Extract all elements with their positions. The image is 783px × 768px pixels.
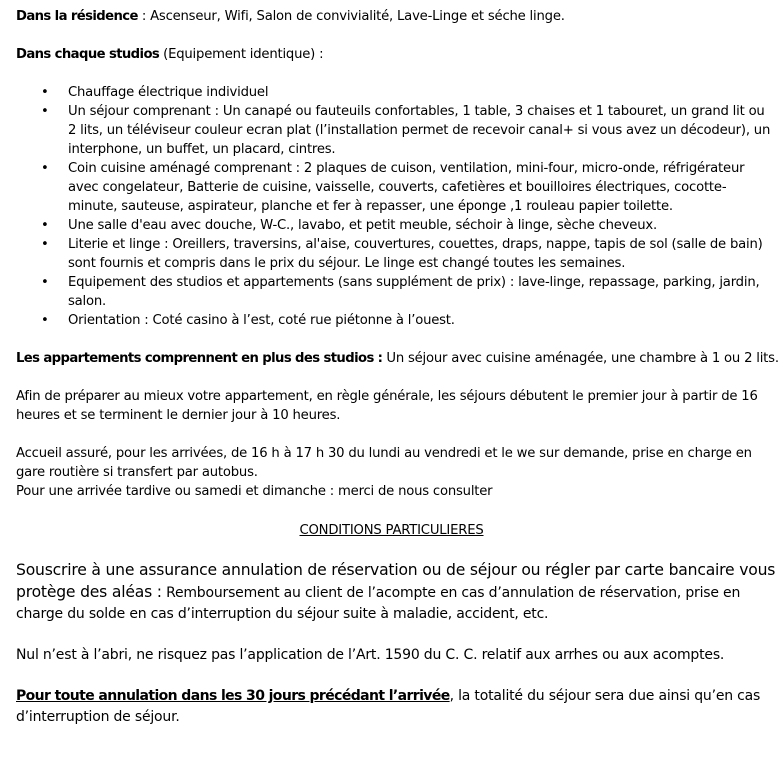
equipment-list	[16, 83, 783, 330]
apartments-label: Les appartements comprennent en plus des studios :	[16, 351, 383, 366]
residence-text: : Ascenseur, Wifi, Salon de convivialité, Lave-Linge et séche linge.	[137, 9, 565, 24]
bullet: •	[41, 85, 49, 100]
insurance-text: Remboursement au client de l’acompte en cas d’annulation de réservation, prise en charge du solde en cas d’interruption du séjour suite à maladie, accident, etc.	[16, 585, 741, 622]
conditions-title: CONDITIONS PARTICULIERES	[299, 523, 484, 538]
insurance-lead: Souscrire à une assurance annulation de réservation ou de séjour ou régler par carte bancaire vous protège des aléas :	[16, 561, 776, 601]
residence-label: Dans la résidence	[16, 9, 138, 24]
bullet: •	[41, 275, 49, 290]
studios-heading	[16, 45, 783, 64]
studios-text: (Equipement identique) :	[159, 47, 324, 62]
list-item: • Equipement des studios et appartements (sans supplément de prix) : lave-linge, repassage, parking, jardin, salon.	[41, 275, 760, 309]
list-item: • Literie et linge : Oreillers, traversins, al'aise, couvertures, couettes, draps, nappe, tapis de sol (salle de bain) sont fournis et compris dans le prix du séjour. Le linge est changé toutes les semaines.	[41, 237, 763, 271]
list-item: • Orientation : Coté casino à l’est, coté rue piétonne à l’ouest.	[41, 313, 455, 328]
cancellation-label: Pour toute annulation dans les 30 jours précédant l’arrivée	[16, 688, 450, 704]
studios-label: Dans chaque studios	[16, 47, 160, 62]
list-item: • Un séjour comprenant : Un canapé ou fauteuils confortables, 1 table, 3 chaises et 1 tabouret, un grand lit ou 2 lits, un téléviseur couleur ecran plat (l’installation permet de recevoir canal+ si vous avez un décodeur), un interphone, un buffet, un placard, cintres.	[41, 104, 771, 157]
bullet: •	[41, 237, 49, 252]
list-item: • Une salle d'eau avec douche, W-C., lavabo, et petit meuble, séchoir à linge, sèche cheveux.	[41, 218, 657, 233]
residence-paragraph	[16, 7, 783, 26]
list-item: • Coin cuisine aménagé comprenant : 2 plaques de cuison, ventilation, mini-four, micro-onde, réfrigérateur avec congelateur, Batterie de cuisine, vaisselle, couverts, cafetières et bouilloires électriques, cocotte-minute, sauteuse, aspirateur, planche et fer à repasser, une éponge ,1 rouleau papier toilette.	[41, 161, 745, 214]
apartments-text: Un séjour avec cuisine aménagée, une chambre à 1 ou 2 lits.	[382, 351, 779, 366]
late-arrival-paragraph: Pour une arrivée tardive ou samedi et dimanche : merci de nous consulter	[16, 484, 493, 499]
bullet: •	[41, 218, 49, 233]
apartments-paragraph	[16, 349, 783, 368]
welcome-paragraph: Accueil assuré, pour les arrivées, de 16 h à 17 h 30 du lundi au vendredi et le we sur demande, prise en charge en gare routière si transfert par autobus.	[16, 446, 752, 480]
list-item: • Chauffage électrique individuel	[41, 85, 269, 100]
article-paragraph: Nul n’est à l’abri, ne risquez pas l’application de l’Art. 1590 du C. C. relatif aux arrhes ou aux acomptes.	[16, 647, 725, 663]
bullet: •	[41, 104, 49, 119]
cancellation-paragraph	[16, 686, 783, 728]
bullet: •	[41, 161, 49, 176]
schedule-paragraph: Afin de préparer au mieux votre appartement, en règle générale, les séjours débutent le premier jour à partir de 16 heures et se terminent le dernier jour à 10 heures.	[16, 389, 758, 423]
insurance-paragraph	[16, 560, 783, 625]
cancellation-text: , la totalité du séjour sera due ainsi qu’en cas d’interruption de séjour.	[16, 688, 761, 725]
bullet: •	[41, 313, 49, 328]
